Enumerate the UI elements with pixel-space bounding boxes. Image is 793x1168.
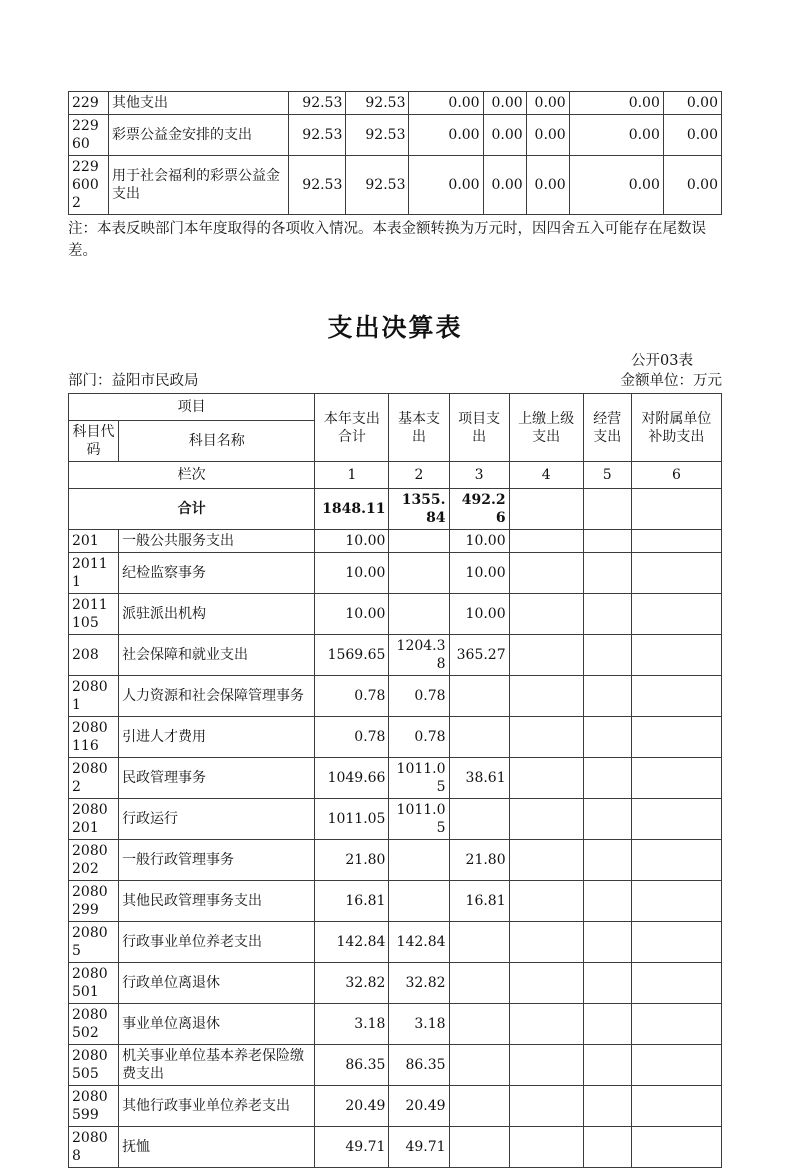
- value-cell: [509, 635, 583, 676]
- total-value-cell: 1355.84: [389, 489, 449, 530]
- table-row: [69, 594, 722, 635]
- value-cell: [509, 1127, 583, 1168]
- value-cell: [583, 963, 631, 1004]
- value-cell: 49.71: [315, 1127, 389, 1168]
- value-cell: [449, 1086, 509, 1127]
- header-col-subsidy: 对附属单位补助支出: [631, 394, 721, 462]
- value-cell: 0.00: [409, 156, 483, 215]
- subject-code-cell: 2011105: [69, 594, 119, 635]
- value-cell: 86.35: [315, 1045, 389, 1086]
- value-cell: [449, 1045, 509, 1086]
- value-cell: 92.53: [346, 115, 409, 156]
- value-cell: 49.71: [389, 1127, 449, 1168]
- value-cell: 92.53: [346, 92, 409, 115]
- table-row: [69, 922, 722, 963]
- value-cell: [449, 676, 509, 717]
- header-subject-code: 科目代码: [69, 421, 119, 462]
- value-cell: [631, 635, 721, 676]
- table-row: [69, 676, 722, 717]
- value-cell: [631, 758, 721, 799]
- header-row-project: [69, 394, 722, 421]
- value-cell: [509, 1045, 583, 1086]
- table-row: [69, 92, 722, 115]
- table-note: 注：本表反映部门本年度取得的各项收入情况。本表金额转换为万元时，因四舍五入可能存在尾数误差。: [68, 221, 706, 259]
- lanci-label: 栏次: [69, 462, 315, 489]
- value-cell: [509, 1004, 583, 1045]
- table-row: [69, 1086, 722, 1127]
- value-cell: [389, 530, 449, 553]
- value-cell: [509, 881, 583, 922]
- expenditure-table: [68, 393, 722, 1168]
- value-cell: 1011.05: [389, 799, 449, 840]
- header-col-operating: 经营支出: [583, 394, 631, 462]
- value-cell: 0.00: [526, 115, 569, 156]
- value-cell: [449, 1004, 509, 1045]
- table-row: [69, 963, 722, 1004]
- value-cell: [389, 881, 449, 922]
- value-cell: 16.81: [315, 881, 389, 922]
- value-cell: 0.00: [526, 156, 569, 215]
- header-col-project-exp: 项目支出: [449, 394, 509, 462]
- total-value-cell: [509, 489, 583, 530]
- col-number: 3: [449, 462, 509, 489]
- value-cell: [631, 881, 721, 922]
- subject-name-cell: 引进人才费用: [119, 717, 315, 758]
- total-value-cell: 1848.11: [315, 489, 389, 530]
- subject-name-cell: 彩票公益金安排的支出: [109, 115, 289, 156]
- value-cell: 1049.66: [315, 758, 389, 799]
- subject-code-cell: 20801: [69, 676, 119, 717]
- value-cell: 10.00: [449, 594, 509, 635]
- value-cell: [583, 840, 631, 881]
- value-cell: [631, 676, 721, 717]
- subject-code-cell: 20805: [69, 922, 119, 963]
- value-cell: [583, 553, 631, 594]
- value-cell: [583, 594, 631, 635]
- value-cell: [631, 553, 721, 594]
- table-row: [69, 1127, 722, 1168]
- value-cell: 92.53: [289, 92, 346, 115]
- value-cell: 365.27: [449, 635, 509, 676]
- subject-name-cell: 行政单位离退休: [119, 963, 315, 1004]
- total-value-cell: [631, 489, 721, 530]
- subject-code-cell: 2080599: [69, 1086, 119, 1127]
- value-cell: [389, 594, 449, 635]
- subject-code-cell: 201: [69, 530, 119, 553]
- value-cell: [583, 1004, 631, 1045]
- unit-label: 金额单位：万元: [620, 373, 722, 389]
- value-cell: [509, 594, 583, 635]
- value-cell: 20.49: [315, 1086, 389, 1127]
- value-cell: [583, 1045, 631, 1086]
- value-cell: 1011.05: [389, 758, 449, 799]
- value-cell: 142.84: [389, 922, 449, 963]
- subject-code-cell: 2080202: [69, 840, 119, 881]
- subject-code-cell: 2080201: [69, 799, 119, 840]
- value-cell: [631, 963, 721, 1004]
- value-cell: 20.49: [389, 1086, 449, 1127]
- subject-name-cell: 事业单位离退休: [119, 1004, 315, 1045]
- value-cell: 3.18: [389, 1004, 449, 1045]
- value-cell: 142.84: [315, 922, 389, 963]
- value-cell: 1204.38: [389, 635, 449, 676]
- total-value-cell: 492.26: [449, 489, 509, 530]
- value-cell: [583, 881, 631, 922]
- value-cell: 92.53: [289, 156, 346, 215]
- page-title: 支出决算表: [327, 313, 463, 342]
- subject-name-cell: 机关事业单位基本养老保险缴费支出: [119, 1045, 315, 1086]
- value-cell: [509, 963, 583, 1004]
- subject-name-cell: 其他行政事业单位养老支出: [119, 1086, 315, 1127]
- subject-code-cell: 2080505: [69, 1045, 119, 1086]
- table-row: [69, 156, 722, 215]
- value-cell: 92.53: [346, 156, 409, 215]
- subject-code-cell: 20808: [69, 1127, 119, 1168]
- table-row: [69, 758, 722, 799]
- value-cell: [509, 840, 583, 881]
- header-col-total: 本年支出合计: [315, 394, 389, 462]
- value-cell: 0.00: [569, 156, 663, 215]
- subject-name-cell: 派驻派出机构: [119, 594, 315, 635]
- form-code-label: 公开03表: [631, 353, 693, 369]
- value-cell: [583, 717, 631, 758]
- meta-line: [68, 372, 722, 391]
- value-cell: [631, 530, 721, 553]
- value-cell: 0.00: [526, 92, 569, 115]
- value-cell: 21.80: [449, 840, 509, 881]
- table-row: [69, 799, 722, 840]
- value-cell: [449, 922, 509, 963]
- value-cell: 10.00: [449, 553, 509, 594]
- value-cell: 0.00: [483, 92, 526, 115]
- subject-name-cell: 社会保障和就业支出: [119, 635, 315, 676]
- value-cell: 32.82: [315, 963, 389, 1004]
- value-cell: [631, 717, 721, 758]
- value-cell: 0.78: [315, 717, 389, 758]
- value-cell: 0.00: [569, 92, 663, 115]
- value-cell: 0.00: [483, 156, 526, 215]
- value-cell: [583, 1086, 631, 1127]
- subject-code-cell: 2080116: [69, 717, 119, 758]
- value-cell: 0.00: [569, 115, 663, 156]
- subject-code-cell: 2080501: [69, 963, 119, 1004]
- value-cell: [509, 717, 583, 758]
- col-number: 2: [389, 462, 449, 489]
- value-cell: [389, 553, 449, 594]
- total-row: [69, 489, 722, 530]
- page-content: [68, 0, 722, 1168]
- value-cell: 92.53: [289, 115, 346, 156]
- value-cell: [631, 1127, 721, 1168]
- table-row: [69, 115, 722, 156]
- subject-code-cell: 2080502: [69, 1004, 119, 1045]
- value-cell: 10.00: [449, 530, 509, 553]
- col-number: 1: [315, 462, 389, 489]
- value-cell: [509, 530, 583, 553]
- total-label: 合计: [69, 489, 315, 530]
- subject-code-cell: 208: [69, 635, 119, 676]
- subject-code-cell: 2296002: [69, 156, 109, 215]
- header-col-upper: 上缴上级支出: [509, 394, 583, 462]
- value-cell: 3.18: [315, 1004, 389, 1045]
- total-value-cell: [583, 489, 631, 530]
- value-cell: [631, 1004, 721, 1045]
- value-cell: 16.81: [449, 881, 509, 922]
- value-cell: 38.61: [449, 758, 509, 799]
- value-cell: [509, 553, 583, 594]
- value-cell: 0.00: [483, 115, 526, 156]
- value-cell: [449, 717, 509, 758]
- value-cell: [583, 676, 631, 717]
- subject-code-cell: 22960: [69, 115, 109, 156]
- subject-name-cell: 用于社会福利的彩票公益金支出: [109, 156, 289, 215]
- col-number: 6: [631, 462, 721, 489]
- value-cell: 32.82: [389, 963, 449, 1004]
- table-row: [69, 840, 722, 881]
- subject-name-cell: 纪检监察事务: [119, 553, 315, 594]
- subject-code-cell: 20111: [69, 553, 119, 594]
- table-row: [69, 717, 722, 758]
- value-cell: 1569.65: [315, 635, 389, 676]
- subject-name-cell: 其他支出: [109, 92, 289, 115]
- subject-name-cell: 民政管理事务: [119, 758, 315, 799]
- value-cell: [631, 594, 721, 635]
- value-cell: 0.00: [663, 92, 721, 115]
- value-cell: 0.78: [315, 676, 389, 717]
- subject-code-cell: 2080299: [69, 881, 119, 922]
- subject-code-cell: 229: [69, 92, 109, 115]
- value-cell: 1011.05: [315, 799, 389, 840]
- value-cell: [583, 635, 631, 676]
- subject-name-cell: 行政事业单位养老支出: [119, 922, 315, 963]
- value-cell: 10.00: [315, 530, 389, 553]
- subject-name-cell: 人力资源和社会保障管理事务: [119, 676, 315, 717]
- income-table-continuation: [68, 91, 722, 215]
- value-cell: 0.00: [409, 115, 483, 156]
- value-cell: 10.00: [315, 553, 389, 594]
- value-cell: [631, 840, 721, 881]
- value-cell: [583, 758, 631, 799]
- table-row: [69, 1045, 722, 1086]
- value-cell: [449, 799, 509, 840]
- value-cell: [631, 799, 721, 840]
- subject-name-cell: 抚恤: [119, 1127, 315, 1168]
- header-row-lanci: [69, 462, 722, 489]
- value-cell: [583, 922, 631, 963]
- department-label: 部门：益阳市民政局: [68, 373, 199, 389]
- header-project: 项目: [69, 394, 315, 421]
- value-cell: 0.00: [663, 156, 721, 215]
- subject-name-cell: 一般行政管理事务: [119, 840, 315, 881]
- value-cell: 0.78: [389, 676, 449, 717]
- col-number: 4: [509, 462, 583, 489]
- value-cell: [509, 799, 583, 840]
- value-cell: [509, 1086, 583, 1127]
- value-cell: 0.78: [389, 717, 449, 758]
- header-col-basic: 基本支出: [389, 394, 449, 462]
- table-row: [69, 1004, 722, 1045]
- value-cell: [631, 1086, 721, 1127]
- value-cell: [631, 922, 721, 963]
- value-cell: [389, 840, 449, 881]
- table-row: [69, 553, 722, 594]
- value-cell: [509, 676, 583, 717]
- subject-name-cell: 一般公共服务支出: [119, 530, 315, 553]
- value-cell: 0.00: [663, 115, 721, 156]
- value-cell: [449, 1127, 509, 1168]
- table-row: [69, 635, 722, 676]
- subject-name-cell: 其他民政管理事务支出: [119, 881, 315, 922]
- subject-name-cell: 行政运行: [119, 799, 315, 840]
- subject-code-cell: 20802: [69, 758, 119, 799]
- header-subject-name: 科目名称: [119, 421, 315, 462]
- value-cell: 10.00: [315, 594, 389, 635]
- table-row: [69, 530, 722, 553]
- value-cell: [509, 758, 583, 799]
- value-cell: 0.00: [409, 92, 483, 115]
- value-cell: [583, 799, 631, 840]
- value-cell: 21.80: [315, 840, 389, 881]
- col-number: 5: [583, 462, 631, 489]
- value-cell: [583, 530, 631, 553]
- value-cell: [449, 963, 509, 1004]
- table-row: [69, 881, 722, 922]
- value-cell: [631, 1045, 721, 1086]
- value-cell: [583, 1127, 631, 1168]
- value-cell: 86.35: [389, 1045, 449, 1086]
- value-cell: [509, 922, 583, 963]
